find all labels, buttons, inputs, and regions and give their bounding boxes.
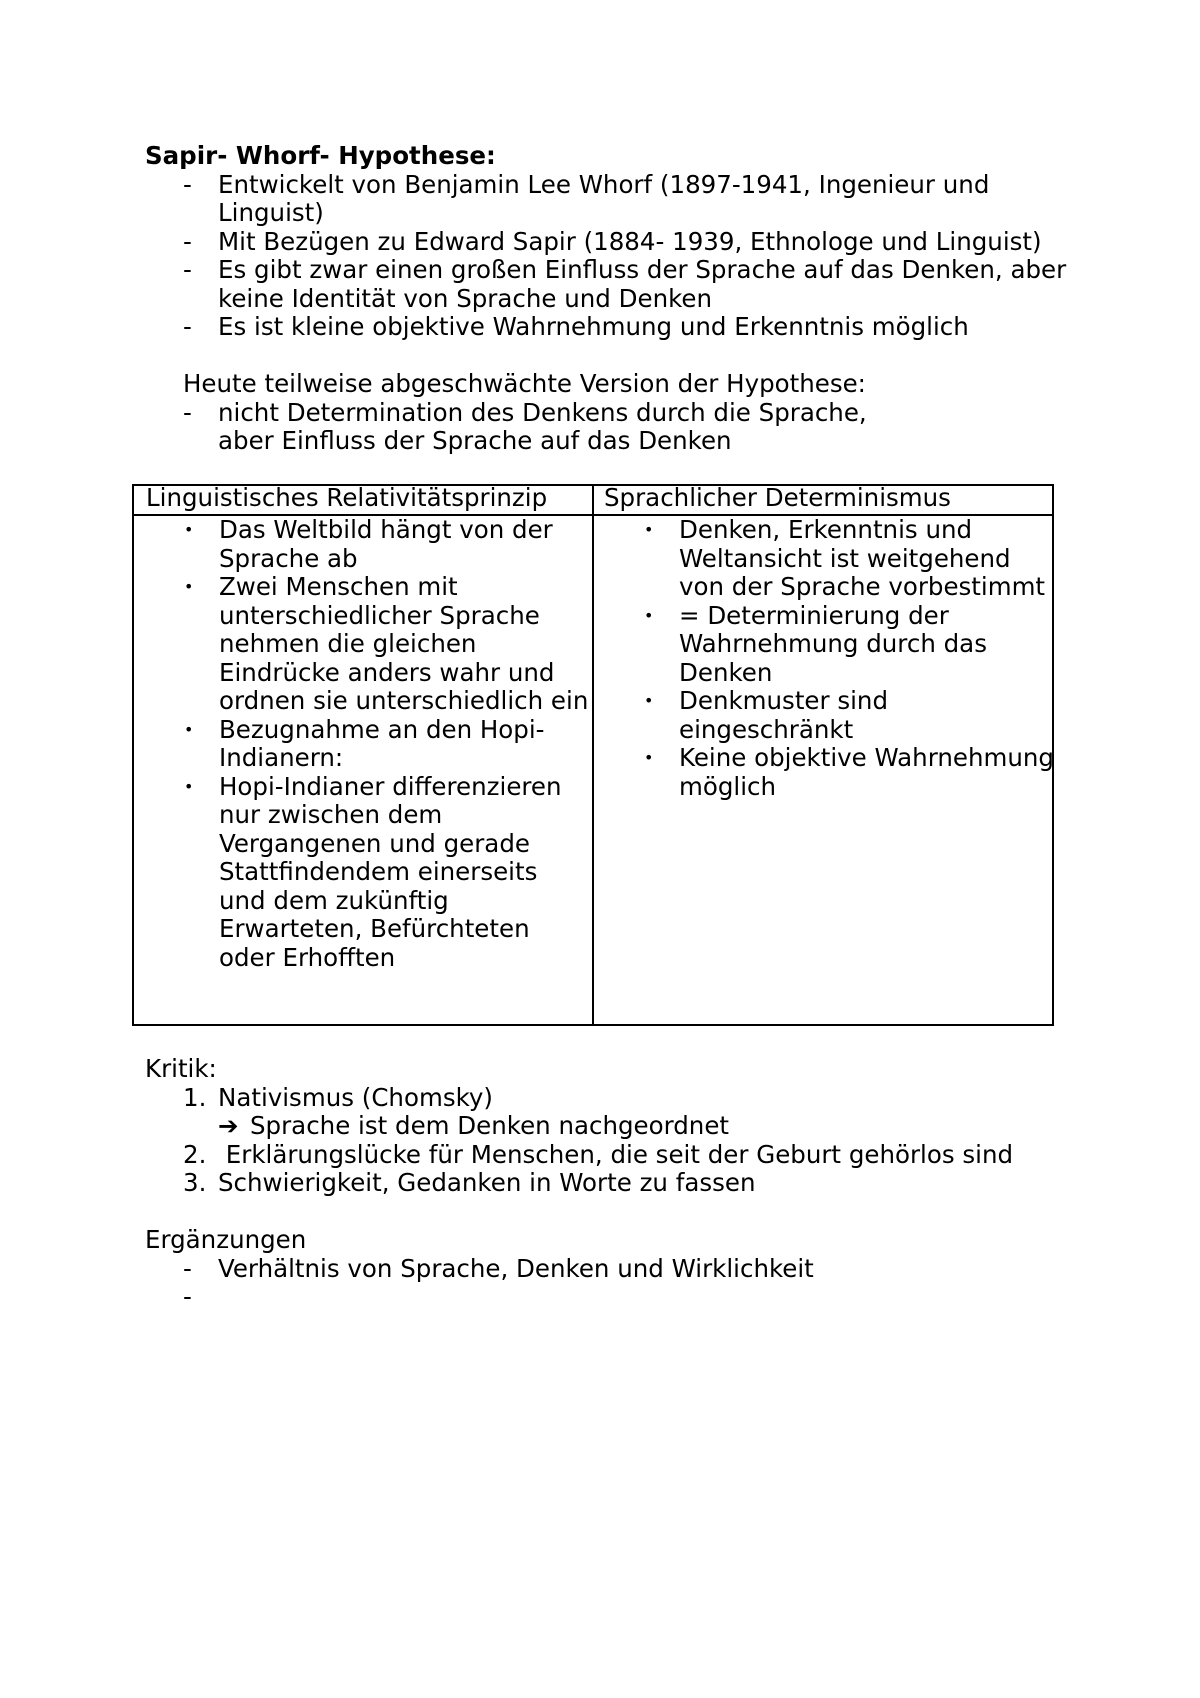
list-item — [145, 313, 1075, 342]
numbered-item — [145, 1169, 1075, 1198]
arrow-line — [145, 1112, 1075, 1141]
numbered-item — [145, 1141, 1075, 1170]
item-text: Schwierigkeit, Gedanken in Worte zu fassen — [218, 1168, 756, 1197]
dash-marker: - — [183, 255, 192, 284]
list-item-text: Verhältnis von Sprache, Denken und Wirklichkeit — [218, 1253, 814, 1283]
bullet-item — [594, 516, 1054, 602]
additions-list — [145, 1255, 1075, 1312]
bullet-text: Zwei Menschen mit unterschiedlicher Sprache nehmen die gleichen Eindrücke anders wahr und ordnen sie unterschiedlich ein — [219, 572, 589, 715]
arrow-text: Sprache ist dem Denken nachgeordnet — [250, 1111, 730, 1140]
bullet-item — [134, 716, 590, 773]
comparison-table — [132, 484, 1054, 1026]
list-item-text: nicht Determination des Denkens durch die Sprache, — [218, 397, 867, 427]
list-item-text: Entwickelt von Benjamin Lee Whorf (1897-1941, Ingenieur und Linguist) — [218, 169, 990, 227]
table-cell-left — [134, 516, 590, 972]
list-item — [145, 399, 1075, 456]
numbered-item — [145, 1084, 1075, 1113]
list-item-text: Es gibt zwar einen großen Einfluss der Sprache auf das Denken, aber keine Identität von Sprache und Denken — [218, 255, 1067, 313]
bullet-item — [134, 573, 590, 716]
dash-marker: - — [183, 1282, 192, 1311]
list-item — [145, 1255, 1075, 1284]
today-heading: Heute teilweise abgeschwächte Version der Hypothese: — [183, 369, 866, 398]
list-item — [145, 228, 1075, 257]
bullet-item — [134, 773, 590, 973]
bullet-text: = Determinierung der Wahrnehmung durch das Denken — [679, 600, 987, 687]
today-section — [145, 370, 1075, 456]
dash-marker: - — [183, 226, 192, 256]
bullet-text: Denkmuster sind eingeschränkt — [679, 686, 889, 744]
bullet-text: Das Weltbild hängt von der Sprache ab — [219, 515, 553, 573]
list-item-text: Mit Bezügen zu Edward Sapir (1884- 1939, Ethnologe und Linguist) — [218, 226, 1042, 256]
bullet-item — [594, 744, 1054, 801]
item-number: 2. — [183, 1139, 207, 1169]
bullet-marker: • — [184, 577, 194, 596]
critique-section — [145, 1055, 1075, 1198]
list-item — [145, 1283, 1075, 1312]
bullet-marker: • — [184, 719, 194, 739]
list-item — [145, 256, 1075, 313]
bullet-marker: • — [184, 520, 194, 539]
item-number: 3. — [183, 1168, 207, 1197]
bullet-marker: • — [644, 605, 654, 625]
bullet-item — [134, 516, 590, 573]
bullet-marker: • — [644, 691, 654, 710]
table-header-left: Linguistisches Relativitätsprinzip — [146, 483, 548, 512]
dash-marker: - — [183, 397, 192, 427]
item-text: Nativismus (Chomsky) — [218, 1082, 493, 1112]
dash-marker: - — [183, 1253, 192, 1283]
bullet-item — [594, 687, 1054, 744]
bullet-text: Keine objektive Wahrnehmung möglich — [679, 743, 1054, 801]
table-cell-right — [594, 516, 1054, 801]
bullet-text: Bezugnahme an den Hopi-Indianern: — [219, 714, 545, 772]
list-item — [145, 171, 1075, 228]
item-text: Erklärungslücke für Menschen, die seit der Geburt gehörlos sind — [218, 1139, 1014, 1169]
list-item-text: Es ist kleine objektive Wahrnehmung und Erkenntnis möglich — [218, 312, 969, 341]
list-item-text — [218, 1282, 226, 1311]
intro-list — [145, 171, 1075, 342]
list-item-text-continued: aber Einfluss der Sprache auf das Denken — [218, 426, 732, 455]
today-list — [145, 399, 1075, 456]
bullet-marker: • — [184, 776, 194, 796]
additions-section — [145, 1226, 1075, 1312]
dash-marker: - — [183, 169, 192, 199]
critique-list — [145, 1084, 1075, 1113]
critique-heading: Kritik: — [145, 1054, 217, 1083]
bullet-item — [594, 602, 1054, 688]
table-header-right: Sprachlicher Determinismus — [604, 483, 951, 512]
arrow-right-icon: ➔ — [218, 1111, 239, 1140]
bullet-text: Hopi-Indianer differenzieren nur zwischen dem Vergangenen und gerade Stattfindendem einerseits und dem zukünftig Erwarteten, Befürchteten oder Erhofften — [219, 771, 562, 972]
bullet-marker: • — [644, 748, 654, 767]
bullet-marker: • — [644, 520, 654, 539]
item-number: 1. — [183, 1082, 207, 1112]
critique-list-continued — [145, 1141, 1075, 1198]
additions-heading: Ergänzungen — [145, 1225, 307, 1254]
right-bullet-list — [594, 516, 1054, 801]
dash-marker: - — [183, 312, 192, 341]
intro-section — [145, 142, 1075, 342]
left-bullet-list — [134, 516, 590, 972]
page-title: Sapir- Whorf- Hypothese: — [145, 141, 496, 170]
bullet-text: Denken, Erkenntnis und Weltansicht ist weitgehend von der Sprache vorbestimmt — [679, 515, 1046, 601]
